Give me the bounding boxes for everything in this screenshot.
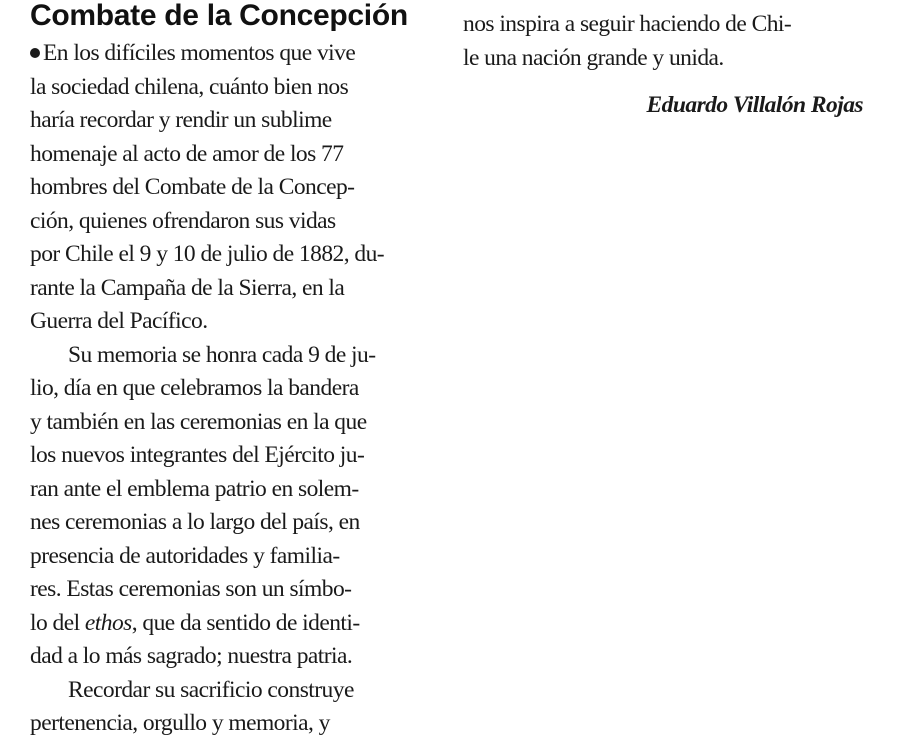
paragraph-2-line-6: nes ceremonias a lo largo del país, en xyxy=(30,509,360,535)
paragraph-2-line-9: lo del ethos, que da sentido de identi- xyxy=(30,609,360,636)
paragraph-3-line-4: le una nación grande y unida. xyxy=(463,44,724,71)
article-headline: Combate de la Concepción xyxy=(30,0,408,32)
paragraph-1-line-3: haría recordar y rendir un sublime xyxy=(30,107,332,133)
paragraph-3-line-2: pertenencia, orgullo y memoria, y xyxy=(30,710,330,736)
article-body-right-column xyxy=(463,8,863,123)
article-body-left-column xyxy=(30,37,435,741)
ethos-italic-word: ethos xyxy=(84,609,132,636)
paragraph-1-line-9: Guerra del Pacífico. xyxy=(30,308,208,334)
paragraph-1-line-4: homenaje al acto de amor de los 77 xyxy=(30,140,344,167)
paragraph-2-line-4: los nuevos integrantes del Ejército ju- xyxy=(30,442,365,468)
paragraph-3-line-3: nos inspira a seguir haciendo de Chi- xyxy=(463,11,792,37)
paragraph-1-line-8: rante la Campaña de la Sierra, en la xyxy=(30,274,345,301)
paragraph-1-line-7: por Chile el 9 y 10 de julio de 1882, du- xyxy=(30,241,385,267)
paragraph-2-line-3: y también en las ceremonias en la que xyxy=(30,408,367,435)
paragraph-2-line-8: res. Estas ceremonias son un símbo- xyxy=(30,576,352,602)
paragraph-2-line-10: dad a lo más sagrado; nuestra patria. xyxy=(30,643,353,669)
paragraph-2-line-1: Su memoria se honra cada 9 de ju- xyxy=(68,341,376,368)
bullet-icon xyxy=(30,48,40,58)
paragraph-1-line-6: ción, quienes ofrendaron sus vidas xyxy=(30,207,336,234)
paragraph-1-line-1: En los difíciles momentos que vive xyxy=(30,37,435,71)
paragraph-1-line-5: hombres del Combate de la Concep- xyxy=(30,174,355,200)
paragraph-2-line-7: presencia de autoridades y familia- xyxy=(30,542,340,569)
paragraph-1-line-2: la sociedad chilena, cuánto bien nos xyxy=(30,73,349,100)
paragraph-3-line-1: Recordar su sacrificio construye xyxy=(68,676,354,703)
author-signature: Eduardo Villalón Rojas xyxy=(646,92,863,118)
paragraph-2-line-5: ran ante el emblema patrio en solem- xyxy=(30,475,359,502)
paragraph-2-line-2: lio, día en que celebramos la bandera xyxy=(30,375,359,401)
